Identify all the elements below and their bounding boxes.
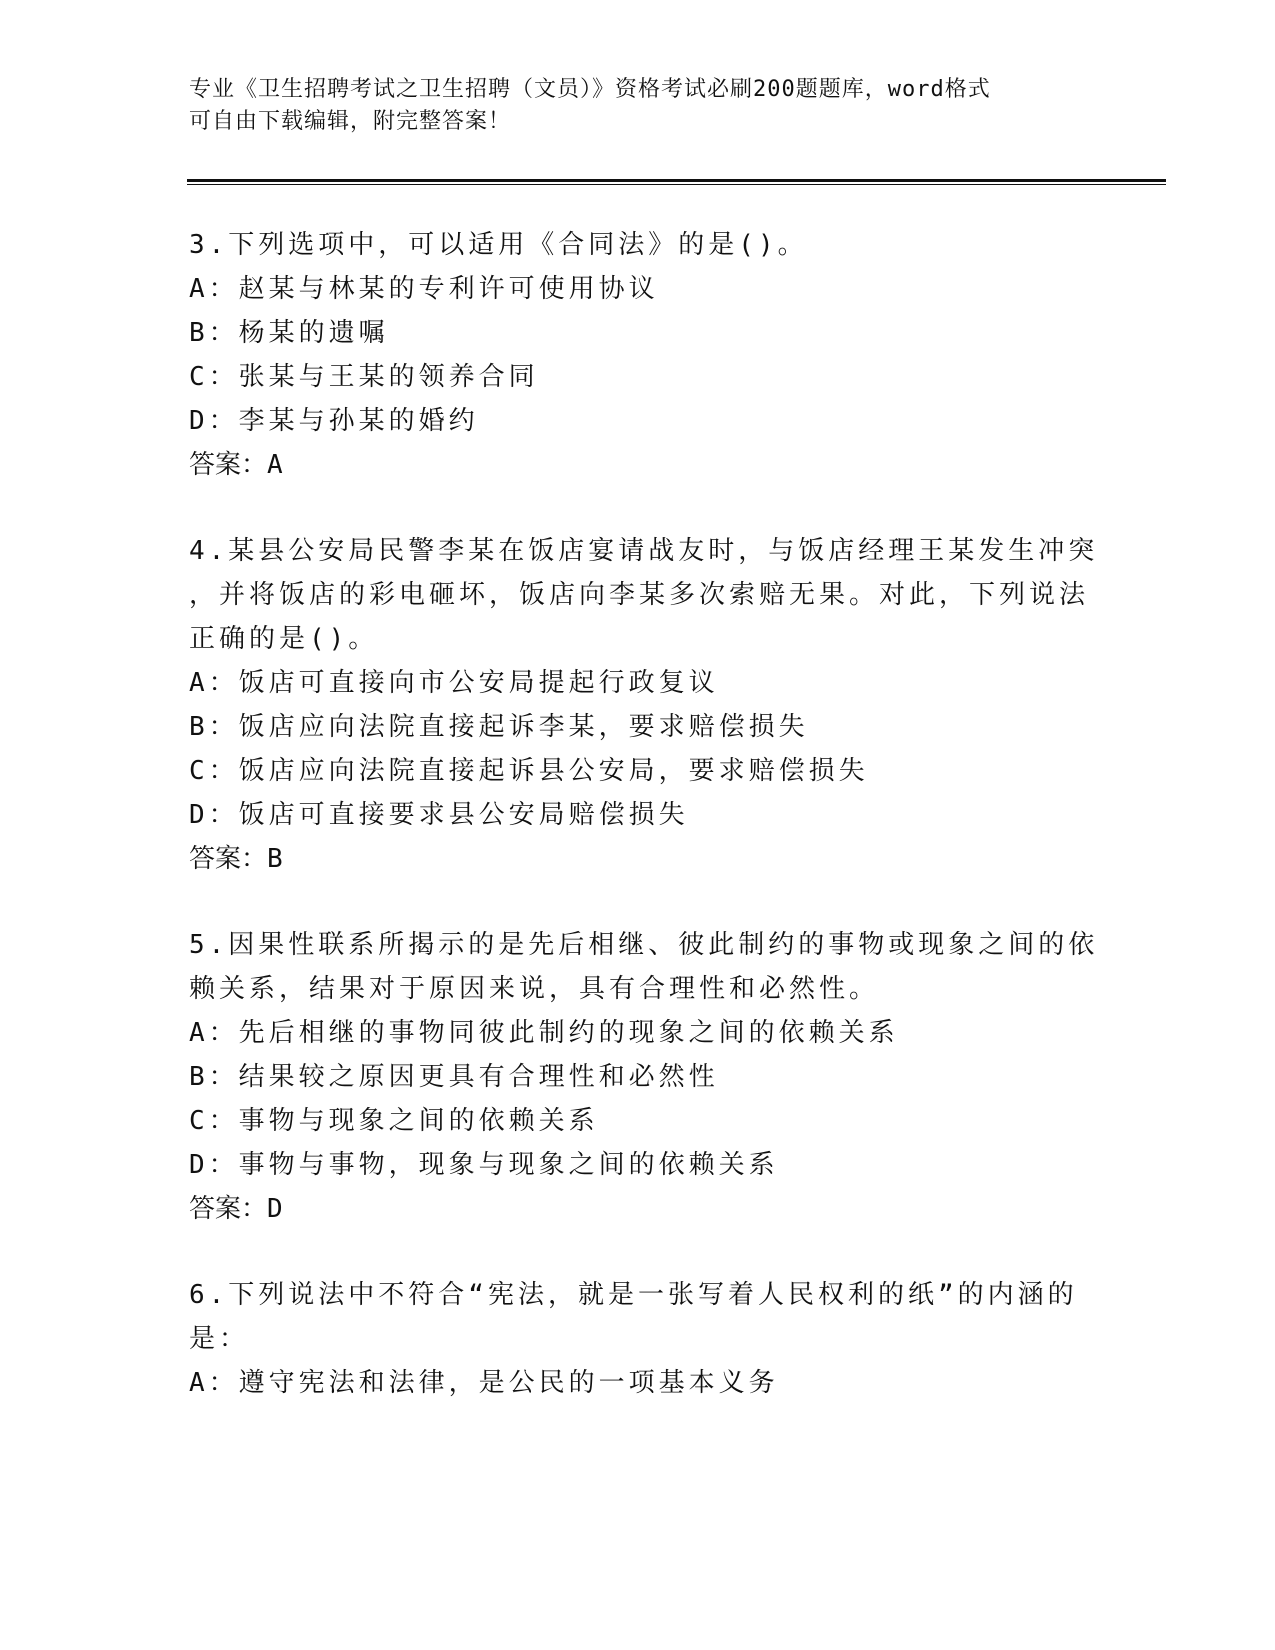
question-6-stem-line-1: 6.下列说法中不符合“宪法，就是一张写着人民权利的纸”的内涵的 xyxy=(189,1280,1078,1310)
answer-value: B xyxy=(267,844,283,874)
question-5-stem-line-1: 5.因果性联系所揭示的是先后相继、彼此制约的事物或现象之间的依 xyxy=(189,930,1099,960)
question-4-option-d: D：饭店可直接要求县公安局赔偿损失 xyxy=(189,800,689,830)
header-line-1: 专业《卫生招聘考试之卫生招聘（文员）》资格考试必刷200题题库，word格式 xyxy=(189,77,991,102)
answer-label: 答案： xyxy=(189,844,268,874)
question-6-option-a: A：遵守宪法和法律，是公民的一项基本义务 xyxy=(189,1368,779,1398)
question-4-stem-line-2: ，并将饭店的彩电砸坏，饭店向李某多次索赔无果。对此，下列说法 xyxy=(189,580,1090,610)
question-5-stem-line-2: 赖关系，结果对于原因来说，具有合理性和必然性。 xyxy=(189,974,880,1004)
question-5-option-d: D：事物与事物，现象与现象之间的依赖关系 xyxy=(189,1150,779,1180)
question-3-answer xyxy=(189,449,283,481)
question-5-answer xyxy=(189,1193,283,1225)
question-4-stem-line-3: 正确的是()。 xyxy=(189,624,379,654)
question-4-option-c: C：饭店应向法院直接起诉县公安局，要求赔偿损失 xyxy=(189,756,869,786)
question-3-option-c: C：张某与王某的领养合同 xyxy=(189,362,539,392)
question-4-stem-line-1: 4.某县公安局民警李某在饭店宴请战友时，与饭店经理王某发生冲突 xyxy=(189,536,1099,566)
question-3-option-d: D：李某与孙某的婚约 xyxy=(189,406,479,436)
question-3-option-b: B：杨某的遗嘱 xyxy=(189,318,389,348)
answer-value: D xyxy=(267,1194,283,1224)
document-header xyxy=(189,74,1069,138)
header-divider-thick xyxy=(187,179,1166,182)
header-divider-thin xyxy=(187,184,1166,185)
question-4-answer xyxy=(189,843,283,875)
answer-value: A xyxy=(267,450,283,480)
answer-label: 答案： xyxy=(189,1194,268,1224)
question-3-option-a: A：赵某与林某的专利许可使用协议 xyxy=(189,274,659,304)
question-5-option-b: B：结果较之原因更具有合理性和必然性 xyxy=(189,1062,719,1092)
answer-label: 答案： xyxy=(189,450,268,480)
question-6-stem-line-2: 是： xyxy=(189,1324,250,1354)
question-4-option-a: A：饭店可直接向市公安局提起行政复议 xyxy=(189,668,719,698)
question-4-option-b: B：饭店应向法院直接起诉李某，要求赔偿损失 xyxy=(189,712,809,742)
header-line-2: 可自由下载编辑，附完整答案！ xyxy=(189,109,512,134)
question-5-option-c: C：事物与现象之间的依赖关系 xyxy=(189,1106,599,1136)
question-5-option-a: A：先后相继的事物同彼此制约的现象之间的依赖关系 xyxy=(189,1018,899,1048)
question-3-stem: 3.下列选项中，可以适用《合同法》的是()。 xyxy=(189,230,808,260)
